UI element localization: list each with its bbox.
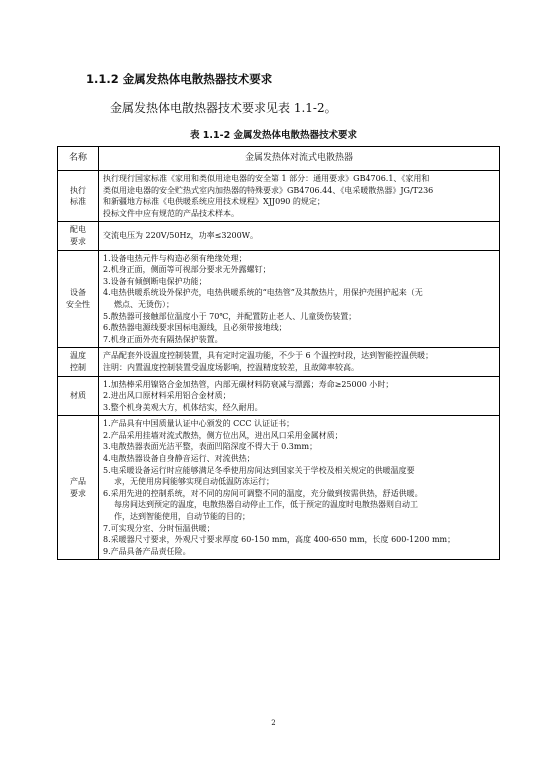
row-label-line: 执行 [70,185,86,195]
header-name-cell: 名称 [58,147,99,171]
row-label-cell [58,416,99,560]
section-heading: 1.1.2 金属发热体电散热器技术要求 [86,72,273,86]
content-line: 投标文件中应有规范的产品技术样本。 [103,208,239,218]
table-row [58,250,500,348]
row-label-line: 材质 [70,391,86,401]
content-line: 交流电压为 220V/50Hz，功率≤3200W。 [103,231,258,241]
content-line: 作，达到智能使用，自动节能的目的； [114,512,250,522]
table-row [58,376,500,416]
row-label-line: 温度 [70,351,86,361]
content-line: 1.产品具有中国质量认证中心颁发的 CCC 认证证书； [103,419,295,429]
row-label-line: 设备 [70,288,86,298]
content-line: 每房间达到预定的温度，电散热器自动停止工作，低于预定的温度时电散热器则自动工 [114,500,418,510]
row-label-cell [58,250,99,348]
content-line: 7.可实现分室、分时恒温供暖； [103,523,215,533]
page-number: 2 [271,719,276,727]
header-value-cell: 金属发热体对流式电散热器 [99,147,500,171]
row-content-cell [99,416,500,560]
content-line: 3.整个机身美观大方，机体结实，经久耐用。 [103,402,263,412]
row-content-cell [99,222,500,250]
row-label-line: 要求 [70,236,86,246]
row-label-cell [58,376,99,416]
row-label-cell [58,348,99,376]
content-line: 6.采用先进的控制系统，对不同的房间可调整不同的温度，充分做到按需供热，舒适供暖。 [103,488,423,498]
table-row [58,171,500,222]
row-label-cell [58,171,99,222]
content-line: 2.机身正面，侧面等可视部分要求无外露螺钉； [103,265,271,275]
row-label-line: 配电 [70,225,86,235]
table-row [58,348,500,376]
content-line: 2.进出风口原材料采用铝合金材质； [103,391,231,401]
content-line: 8.采暖器尺寸要求，外观尺寸要求厚度 60-150 mm，高度 400-650 mm，长度 600-1200 mm； [103,535,456,545]
content-line: 注明：内置温度控制装置受温度场影响，控温精度较差，且故障率较高。 [103,362,359,372]
content-line: 产品配套外设温度控制装置，具有定时定温功能，不少于 6 个温控时段，达到智能控温供暖； [103,351,434,361]
content-line: 3.设备有倾倒断电保护功能； [103,276,207,286]
content-line: 5.电采暖设备运行时应能够满足冬季使用房间达到国家关于学校及相关规定的供暖温度要 [103,465,415,475]
table-row [58,222,500,250]
content-line: 5.散热器可接触部位温度小于 70℃，并配置防止老人、儿童烫伤装置； [103,311,357,321]
content-line: 7.机身正面外壳有隔热保护装置。 [103,334,223,344]
content-line: 类似用途电器的安全贮热式室内加热器的特殊要求》GB4706.44、《电采暖散热器》JG/T236 [103,185,434,195]
content-line: 4.电散热器设备自身静音运行、对流供热； [103,454,255,464]
row-label-line: 产品 [70,477,86,487]
content-line: 执行现行国家标准《家用和类似用途电器的安全第 1 部分：通用要求》GB4706.1、《家用和 [103,174,430,183]
content-line: 2.产品采用挂墙对流式散热，侧方位出风，进出风口采用金属材质； [103,430,343,440]
row-label-cell [58,222,99,250]
content-line: 3.电散热器表面光洁平整，表面凹陷深度不得大于 0.3mm； [103,442,318,452]
spec-table [57,146,500,560]
row-content-cell [99,348,500,376]
row-content-cell [99,250,500,348]
content-line: 1.加热棒采用镍铬合金加热管，内部无碳材料防衰减与漂露；寿命≥25000 小时； [103,379,394,389]
content-line: 求，无使用房间能够实现自动低温防冻运行； [114,477,274,487]
content-line: 1.设备电热元件与构造必须有绝缘处理； [103,253,247,263]
content-line: 4.电热供暖系统设外保护壳，电热供暖系统的“电热管”及其散热片，用保护壳围护起来（无 [103,288,423,298]
row-content-cell [99,376,500,416]
content-line: 9.产品具备产品责任险。 [103,546,191,556]
intro-paragraph: 金属发热体电散热器技术要求见表 1.1-2。 [110,101,337,115]
row-label-line: 控制 [70,362,86,372]
row-content-cell [99,171,500,222]
table-header-row [58,147,500,171]
content-line: 燃点、无烫伤）； [114,299,174,309]
row-label-line: 标准 [70,197,86,207]
row-label-line: 要求 [70,488,86,498]
table-caption: 表 1.1-2 金属发热体电散热器技术要求 [190,130,357,141]
table-row [58,416,500,560]
content-line: 和新疆地方标准《电供暖系统应用技术规程》XJJ090 的规定； [103,197,325,207]
content-line: 6.散热器电源线要求国标电源线，且必须带接地线； [103,323,287,333]
row-label-line: 安全性 [66,299,90,309]
